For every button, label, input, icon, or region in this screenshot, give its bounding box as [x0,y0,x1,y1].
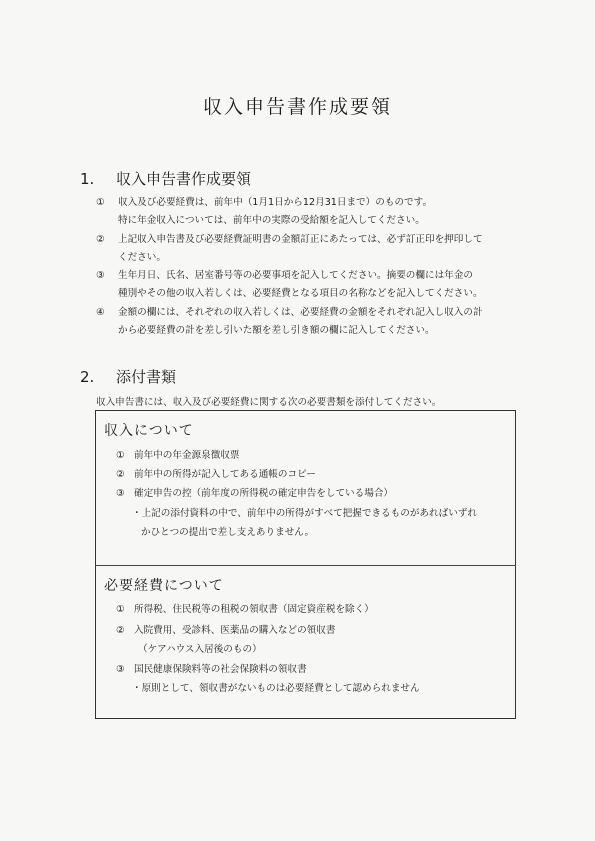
expense-item-3-marker: ③ [116,664,125,675]
income-note-line-2: かひとつの提出で差し支えありません。 [141,527,315,538]
expense-item-1-text: 所得税、住民税等の租税の領収書（固定資産税を除く） [134,604,374,615]
section-1-number: 1. [80,170,95,188]
expense-item-2-line-1: 入院費用、受診料、医薬品の購入などの領収書 [134,625,336,636]
expense-item-1-marker: ① [116,604,125,615]
income-item-3-marker: ③ [116,488,125,499]
income-item-1-marker: ① [116,450,125,461]
income-item-1-text: 前年中の年金源泉徴収票 [134,450,240,461]
expense-item-3-text: 国民健康保険料等の社会保険料の領収書 [134,664,307,675]
s1-item-1-marker: ① [96,197,105,208]
s1-item-4-marker: ④ [96,307,105,318]
section-2-title: 添付書類 [116,368,177,386]
s1-item-1-line-2: 特に年金収入については、前年中の実際の受給額を記入してください。 [118,215,425,226]
section-2-heading [80,366,176,387]
document-title: 収入申告書作成要領 [202,96,392,118]
income-item-2-marker: ② [116,469,125,480]
s1-item-2-line-2: ください。 [118,252,166,263]
income-item-2-text: 前年中の所得が記入してある通帳のコピー [134,469,316,480]
s1-item-4-line-1: 金額の欄には、それぞれの収入若しくは、必要経費の金額をそれぞれ記入し収入の計 [118,307,483,318]
expenses-heading: 必要経費について [104,578,224,594]
income-note-line-1: ・上記の添付資料の中で、前年中の所得がすべて把握できるものがあればいずれ [132,508,477,519]
expense-item-2-line-2: （ケアハウス入居後のもの） [138,644,262,655]
expenses-note: ・原則として、領収書がないものは必要経費として認められません [132,683,420,694]
s1-item-2-line-1: 上記収入申告書及び必要経費証明書の金額訂正にあたっては、必ず訂正印を押印して [118,234,483,245]
s1-item-4-line-2: から必要経費の計を差し引いた額を差し引き額の欄に記入してください。 [118,325,435,336]
section-1-heading [80,168,251,189]
income-item-3-text: 確定申告の控（前年度の所得税の確定申告をしている場合） [134,488,394,499]
s1-item-3-line-1: 生年月日、氏名、居室番号等の必要事項を記入してください。摘要の欄には年金の [118,270,473,281]
s1-item-3-line-2: 種別やその他の収入若しくは、必要経費となる項目の名称などを記入してください。 [118,288,483,299]
s1-item-2-marker: ② [96,234,105,245]
s1-item-1-line-1: 収入及び必要経費は、前年中（1月1日から12月31日まで）のものです。 [118,197,433,208]
box-divider [95,565,516,566]
section-2-number: 2. [80,368,95,386]
section-2-intro: 収入申告書には、収入及び必要経費に関する次の必要書類を添付してください。 [96,397,442,408]
expense-item-2-marker: ② [116,625,125,636]
income-heading: 収入について [104,423,194,439]
section-1-title: 収入申告書作成要領 [116,170,252,188]
s1-item-3-marker: ③ [96,270,105,281]
